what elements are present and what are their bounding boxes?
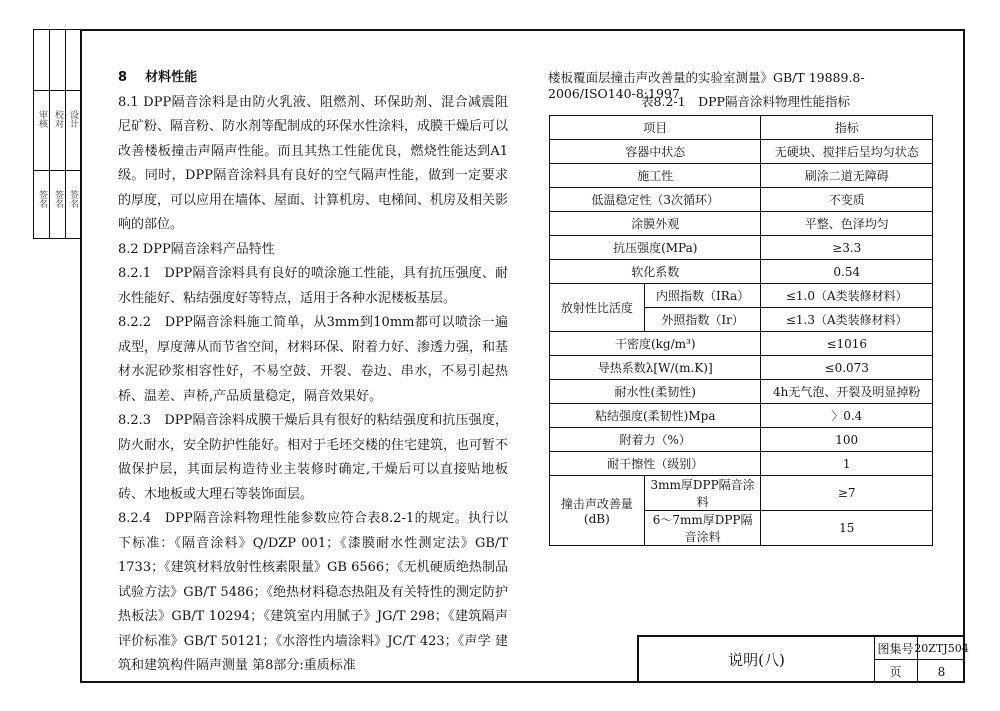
sig-cell-review: 审核 xyxy=(37,110,47,128)
row-item: 内照指数（IRa） xyxy=(644,284,761,308)
table-header-row xyxy=(550,116,933,140)
row-value: 无硬块、搅拌后呈均匀状态 xyxy=(761,140,933,164)
row-item: 3mm厚DPP隔音涂料 xyxy=(644,476,761,511)
row-item: 导热系数λ[W/(m.K)] xyxy=(550,356,761,380)
table-row xyxy=(550,260,933,284)
radioactivity-label: 放射性比活度 xyxy=(550,284,645,332)
row-value: 100 xyxy=(761,428,933,452)
row-value: 4h无气泡、开裂及明显掉粉 xyxy=(761,380,933,404)
table-row xyxy=(550,188,933,212)
table-row xyxy=(550,212,933,236)
table-row xyxy=(550,284,933,308)
row-value: 不变质 xyxy=(761,188,933,212)
sheet-title: 说明(八) xyxy=(639,637,875,681)
atlas-number-label: 图集号 xyxy=(874,637,918,660)
row-item: 容器中状态 xyxy=(550,140,761,164)
table-row xyxy=(550,140,933,164)
sig-divider xyxy=(65,30,66,238)
title-block xyxy=(637,635,969,683)
sig-divider xyxy=(49,30,50,238)
row-item: 抗压强度(MPa) xyxy=(550,236,761,260)
paragraph-8-2-4: 8.2.4 DPP隔音涂料物理性能参数应符合表8.2-1的规定。执行以下标准：《隔音涂料》Q/DZP 001；《漆膜耐水性测定法》GB/T 1733；《建筑材料放射性核素限量》GB 6566；《无机硬质绝热制品试验方法》GB/T 5486；《绝热材料稳态热阻及有关特性的测定防护热板法》GB/T 10294；《建筑室内用腻子》JG/T 298；《建筑隔声评价标准》GB/T 50121；《水溶性内墙涂料》JC/T 423；《声学 建筑和建筑构件隔声测量 第8部分:重质标准 xyxy=(118,511,508,673)
sig-cell-design: 设计 xyxy=(68,110,78,128)
row-item: 耐干擦性（级别） xyxy=(550,452,761,476)
row-value: ≤0.073 xyxy=(761,356,933,380)
atlas-number: 20ZTJ504 xyxy=(918,637,965,660)
table-row xyxy=(550,452,933,476)
table-row xyxy=(550,236,933,260)
paragraph-8-2-2: 8.2.2 DPP隔音涂料施工简单，从3mm到10mm都可以喷涂一遍成型，厚度薄从而节省空间，材料环保、附着力好、渗透力强，和基材水泥砂浆相容性好，不易空鼓、开裂、卷边、串水，不易引起热桥、温差、声桥,产品质量稳定，隔音效果好。 xyxy=(118,315,509,404)
row-item: 耐水性(柔韧性) xyxy=(550,380,761,404)
table-row xyxy=(550,476,933,511)
impact-label xyxy=(550,476,645,546)
paragraph-8-2-3: 8.2.3 DPP隔音涂料成膜干燥后具有很好的粘结强度和抗压强度，防火耐水，安全防护性能好。相对于毛坯交楼的住宅建筑，也可暂不做保护层，其面层构造待业主装修时确定,干燥后可以直接贴地板砖、木地板或大理石等装饰面层。 xyxy=(118,413,509,502)
sig-divider xyxy=(34,90,80,91)
row-item: 软化系数 xyxy=(550,260,761,284)
impact-label-line1: 撞击声改善量 xyxy=(560,497,633,511)
row-item: 涂膜外观 xyxy=(550,212,761,236)
row-value: ≤1.3（A类装修材料） xyxy=(761,308,933,332)
left-text-column xyxy=(118,66,508,679)
paragraph-8-2: 8.2 DPP隔音涂料产品特性 xyxy=(118,241,275,257)
row-item: 低温稳定性（3次循环） xyxy=(550,188,761,212)
row-value: 15 xyxy=(761,511,933,546)
header-item: 项目 xyxy=(550,116,761,140)
table-row xyxy=(550,332,933,356)
table-row xyxy=(550,356,933,380)
section-heading-title: 材料性能 xyxy=(145,70,198,85)
standard-continuation: 楼板覆面层撞击声改善量的实验室测量》GB/T 19889.8-2006/ISO140-8:1997 xyxy=(548,70,865,101)
sig-cell-sign: 签名 xyxy=(37,190,47,208)
paragraph-8-2-1: 8.2.1 DPP隔音涂料具有良好的喷涂施工性能，具有抗压强度、耐水性能好、粘结强度好等特点，适用于各种水泥楼板基层。 xyxy=(118,266,508,306)
row-value: ≤1.0（A类装修材料） xyxy=(761,284,933,308)
row-value: ≥7 xyxy=(761,476,933,511)
sig-cell-sign: 签名 xyxy=(53,190,63,208)
sig-cell-check: 校对 xyxy=(53,110,63,128)
signature-strip xyxy=(33,29,80,239)
paragraph-8-1: 8.1 DPP隔音涂料是由防火乳液、阻燃剂、环保助剂、混合减震阻尼矿粉、隔音粉、防水剂等配制成的环保水性涂料，成膜干燥后可以改善楼板撞击声隔声性能。而且其热工性能优良，燃烧性能达到A1级。同时，DPP隔音涂料具有良好的空气隔声性能，做到一定要求的厚度，可以应用在墙体、屋面、计算机房、电梯间、机房及相关影响的部位。 xyxy=(118,94,509,232)
page-label: 页 xyxy=(874,660,918,683)
impact-label-line2: (dB) xyxy=(583,512,610,526)
table-caption: 表8.2-1 DPP隔音涂料物理性能指标 xyxy=(641,94,850,109)
section-heading-number: 8 xyxy=(118,70,128,85)
sig-divider xyxy=(34,170,80,171)
row-item: 外照指数（Ir） xyxy=(644,308,761,332)
table-row xyxy=(550,380,933,404)
row-value: ≤1016 xyxy=(761,332,933,356)
table-row xyxy=(550,428,933,452)
table-row xyxy=(550,404,933,428)
row-item: 施工性 xyxy=(550,164,761,188)
row-value: ≥3.3 xyxy=(761,236,933,260)
row-value: 刷涂二道无障碍 xyxy=(761,164,933,188)
row-item: 干密度(kg/m³) xyxy=(550,332,761,356)
header-index: 指标 xyxy=(761,116,933,140)
table-row xyxy=(550,164,933,188)
row-item: 附着力（%） xyxy=(550,428,761,452)
page-number: 8 xyxy=(937,664,946,679)
row-value: 平整、色泽均匀 xyxy=(761,212,933,236)
row-item: 粘结强度(柔韧性)Mpa xyxy=(550,404,761,428)
row-item: 6～7mm厚DPP隔音涂料 xyxy=(644,511,761,546)
sig-cell-sign: 签名 xyxy=(68,190,78,208)
row-value: 0.54 xyxy=(761,260,933,284)
property-table xyxy=(549,115,933,546)
row-value: 〉0.4 xyxy=(761,404,933,428)
row-value: 1 xyxy=(761,452,933,476)
section-heading xyxy=(118,66,508,91)
